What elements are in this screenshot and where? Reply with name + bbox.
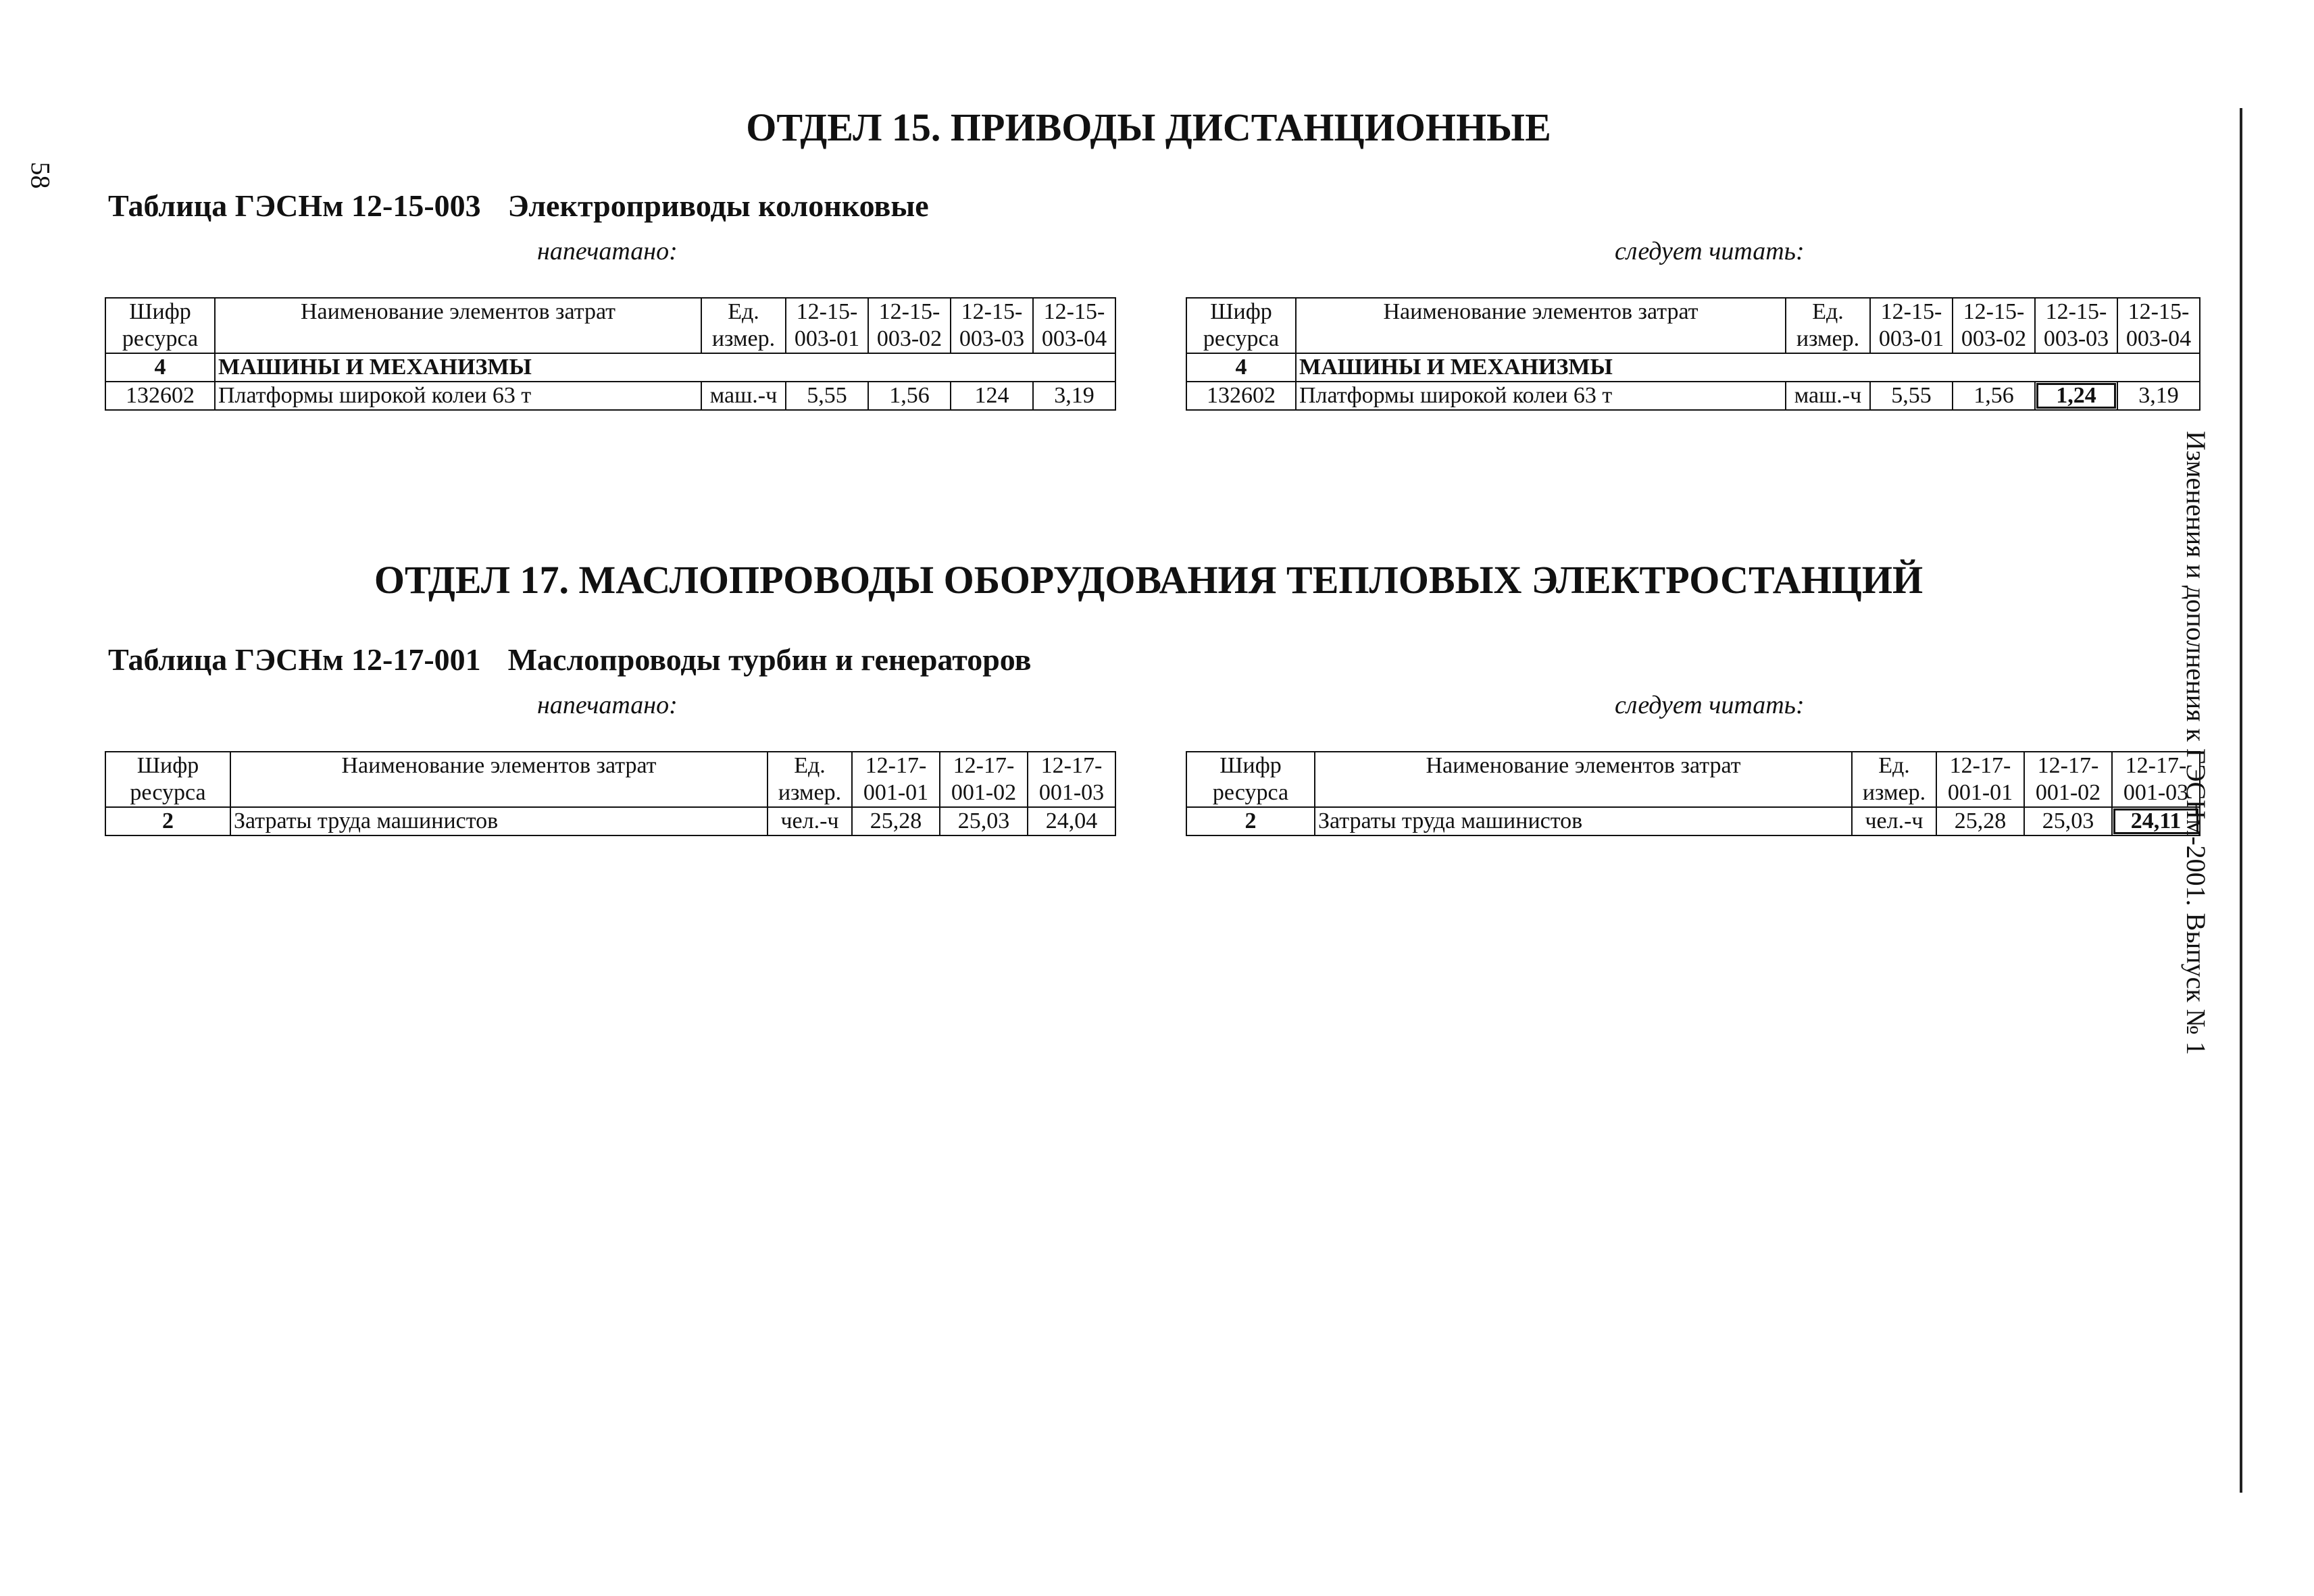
table-17-correct: [1186, 751, 2200, 836]
header-col-2: 12-15-003-02: [868, 298, 951, 353]
row-name: Затраты труда машинистов: [1315, 807, 1852, 835]
header-unit: Ед. измер.: [701, 298, 786, 353]
section-17-title: ОТДЕЛ 17. МАСЛОПРОВОДЫ ОБОРУДОВАНИЯ ТЕПЛОВЫХ ЭЛЕКТРОСТАНЦИЙ: [374, 558, 1923, 602]
header-name: Наименование элементов затрат: [230, 752, 768, 807]
header-unit: Ед. измер.: [768, 752, 852, 807]
header-col-3: 12-17-001-03: [1028, 752, 1115, 807]
value-col-3: 24,04: [1028, 807, 1115, 835]
row-unit: чел.-ч: [1852, 807, 1936, 835]
row-unit: маш.-ч: [701, 382, 786, 410]
table-name: Маслопроводы турбин и генераторов: [507, 642, 1032, 677]
row-name: Затраты труда машинистов: [230, 807, 768, 835]
header-col-4: 12-15-003-04: [2117, 298, 2200, 353]
header-col-3: 12-17-001-03: [2112, 752, 2200, 807]
header-col-2: 12-17-001-02: [2024, 752, 2112, 807]
row-code: 2: [1186, 807, 1315, 835]
header-unit: Ед. измер.: [1852, 752, 1936, 807]
value-col-4: 3,19: [2117, 382, 2200, 410]
group-code: 4: [1186, 353, 1296, 382]
header-code: Шифр ресурса: [105, 298, 215, 353]
section-15-title: ОТДЕЛ 15. ПРИВОДЫ ДИСТАНЦИОННЫЕ: [746, 105, 1551, 149]
printed-label: напечатано:: [537, 237, 678, 265]
header-code: Шифр ресурса: [105, 752, 230, 807]
table-15-correct: [1186, 297, 2200, 411]
header-col-1: 12-15-003-01: [786, 298, 868, 353]
header-col-4: 12-15-003-04: [1033, 298, 1115, 353]
header-col-2: 12-15-003-02: [1953, 298, 2035, 353]
table-code: Таблица ГЭСНм 12-17-001: [108, 642, 481, 677]
header-name: Наименование элементов затрат: [1296, 298, 1786, 353]
value-col-2: 1,56: [868, 382, 951, 410]
value-col-3: 124: [951, 382, 1033, 410]
group-name: МАШИНЫ И МЕХАНИЗМЫ: [1296, 353, 2200, 382]
table-name: Электроприводы колонковые: [507, 188, 929, 223]
group-name: МАШИНЫ И МЕХАНИЗМЫ: [215, 353, 1115, 382]
header-col-3: 12-15-003-03: [951, 298, 1033, 353]
row-name: Платформы широкой колеи 63 т: [215, 382, 701, 410]
value-col-1: 5,55: [786, 382, 868, 410]
page-number: 58: [25, 161, 56, 189]
header-unit: Ед. измер.: [1786, 298, 1870, 353]
side-rule: [2240, 108, 2242, 1493]
header-name: Наименование элементов затрат: [215, 298, 701, 353]
corrected-value-col-3: 1,24: [2035, 382, 2117, 410]
group-code: 4: [105, 353, 215, 382]
value-col-1: 25,28: [852, 807, 940, 835]
table-code: Таблица ГЭСНм 12-15-003: [108, 188, 481, 223]
row-code: 132602: [1186, 382, 1296, 410]
header-col-2: 12-17-001-02: [940, 752, 1028, 807]
value-col-1: 25,28: [1936, 807, 2024, 835]
row-code: 2: [105, 807, 230, 835]
row-code: 132602: [105, 382, 215, 410]
header-name: Наименование элементов затрат: [1315, 752, 1852, 807]
header-col-3: 12-15-003-03: [2035, 298, 2117, 353]
value-col-2: 25,03: [940, 807, 1028, 835]
table-17-printed: [105, 751, 1116, 836]
running-title: Изменения и дополнения к ГЭСНм-2001. Выпуск № 1: [2181, 430, 2211, 1055]
table-caption-12-17-001: [108, 642, 1031, 677]
row-unit: маш.-ч: [1786, 382, 1870, 410]
printed-label: напечатано:: [537, 691, 678, 719]
row-name: Платформы широкой колеи 63 т: [1296, 382, 1786, 410]
table-15-printed: [105, 297, 1116, 411]
corrected-value-col-3: 24,11: [2112, 807, 2200, 835]
header-code: Шифр ресурса: [1186, 752, 1315, 807]
correct-label: следует читать:: [1615, 237, 1805, 265]
row-unit: чел.-ч: [768, 807, 852, 835]
correct-label: следует читать:: [1615, 691, 1805, 719]
table-caption-12-15-003: [108, 188, 929, 224]
value-col-2: 1,56: [1953, 382, 2035, 410]
header-col-1: 12-17-001-01: [1936, 752, 2024, 807]
value-col-4: 3,19: [1033, 382, 1115, 410]
header-col-1: 12-15-003-01: [1870, 298, 1953, 353]
header-col-1: 12-17-001-01: [852, 752, 940, 807]
value-col-1: 5,55: [1870, 382, 1953, 410]
header-code: Шифр ресурса: [1186, 298, 1296, 353]
value-col-2: 25,03: [2024, 807, 2112, 835]
